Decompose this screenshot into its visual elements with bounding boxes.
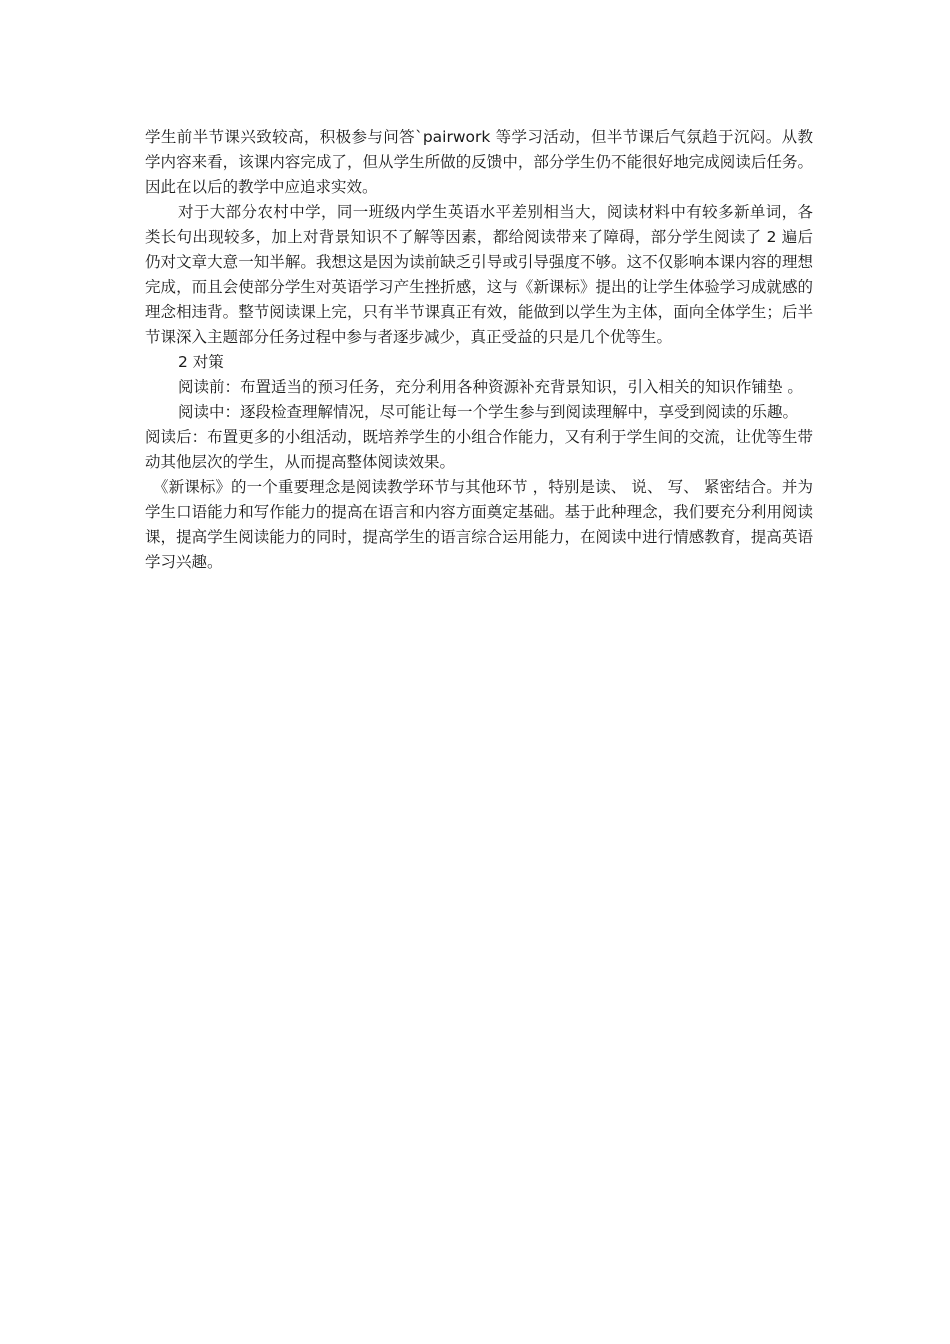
document-body <box>145 125 813 575</box>
paragraph-before-reading: 阅读前：布置适当的预习任务，充分利用各种资源补充背景知识，引入相关的知识作铺垫 。 <box>178 378 803 396</box>
paragraph-classroom-atmosphere: 学生前半节课兴致较高，积极参与问答`pairwork 等学习活动，但半节课后气氛趋于沉闷。从教学内容来看，该课内容完成了，但从学生所做的反馈中，部分学生仍不能很好地完成阅读后任务。因此在以后的教学中应追求实效。 <box>145 128 813 196</box>
section-heading-countermeasures: 2 对策 <box>178 353 224 371</box>
paragraph-rural-schools-analysis: 对于大部分农村中学，同一班级内学生英语水平差别相当大，阅读材料中有较多新单词，各类长句出现较多，加上对背景知识不了解等因素，都给阅读带来了障碍，部分学生阅读了 2 遍后仍对文章大意一知半解。我想这是因为读前缺乏引导或引导强度不够。这不仅影响本课内容的理想完成，而且会使部分学生对英语学习产生挫折感，这与《新课标》提出的让学生体验学习成就感的理念相违背。整节阅读课上完，只有半节课真正有效，能做到以学生为主体，面向全体学生；后半节课深入主题部分任务过程中参与者逐步减少，真正受益的只是几个优等生。 <box>145 203 813 346</box>
paragraph-after-reading: 阅读后：布置更多的小组活动，既培养学生的小组合作能力，又有利于学生间的交流，让优等生带动其他层次的学生，从而提高整体阅读效果。 <box>145 428 813 471</box>
paragraph-new-curriculum-standard: 《新课标》的一个重要理念是阅读教学环节与其他环节 ，特别是读、 说、 写、 紧密结合。并为学生口语能力和写作能力的提高在语言和内容方面奠定基础。基于此种理念，我们要充分利用阅读课，提高学生阅读能力的同时，提高学生的语言综合运用能力，在阅读中进行情感教育，提高英语学习兴趣。 <box>145 478 813 571</box>
paragraph-while-reading: 阅读中：逐段检查理解情况，尽可能让每一个学生参与到阅读理解中，享受到阅读的乐趣。 <box>178 403 799 421</box>
